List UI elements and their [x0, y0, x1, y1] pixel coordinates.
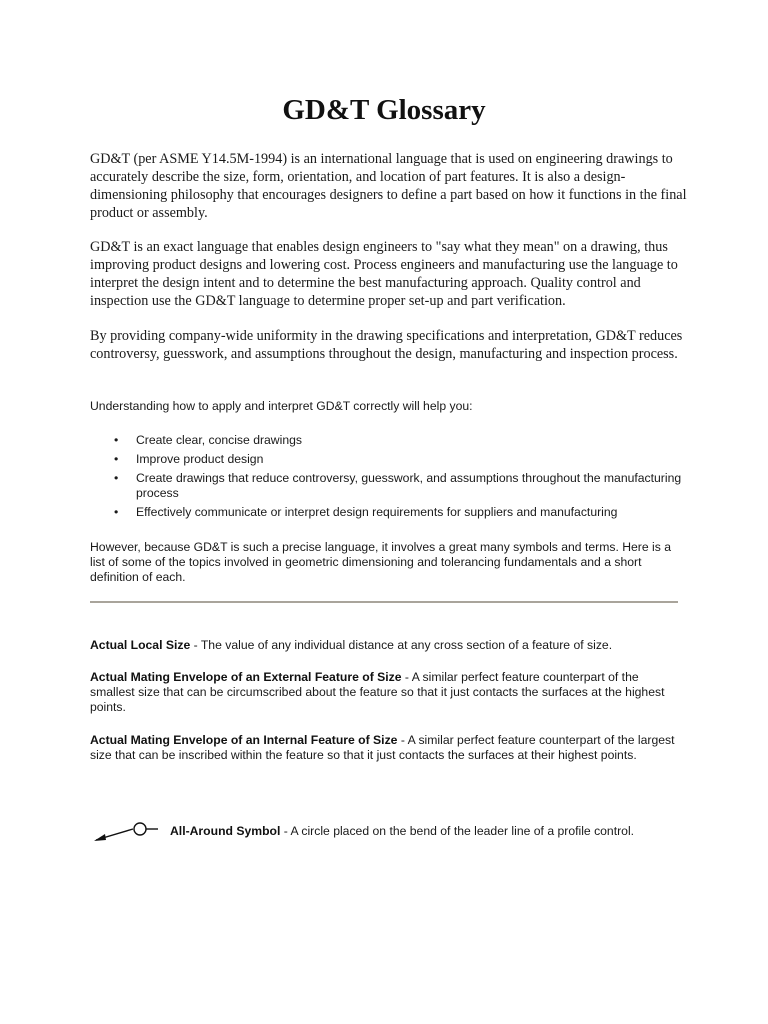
intro-paragraph-2: GD&T is an exact language that enables design engineers to "say what they mean" on a drawing, thus improving product designs and lowering cost. Process engineers and manufacturing use the language to interpret the design intent and to determine the best manufacturing approach. Quality control and inspection use the GD&T language to determine proper set-up and part verification. — [90, 239, 678, 309]
glossary-entry — [90, 638, 680, 653]
glossary-term: Actual Mating Envelope of an Internal Feature of Size — [90, 733, 398, 747]
glossary-definition: - A circle placed on the bend of the leader line of a profile control. — [280, 824, 635, 838]
glossary-term: Actual Mating Envelope of an External Feature of Size — [90, 670, 402, 684]
bullet-icon: • — [114, 471, 119, 485]
glossary-entry — [90, 670, 680, 715]
glossary-definition: - A similar perfect feature counterpart of the largest size that can be inscribed within the feature so that it just contacts the surfaces at their highest points. — [90, 733, 675, 762]
list-item-text: Create clear, concise drawings — [136, 433, 302, 447]
section-divider — [90, 601, 678, 603]
list-item — [112, 505, 682, 520]
bullet-icon: • — [114, 452, 119, 466]
list-item — [112, 471, 682, 501]
bullet-icon: • — [114, 505, 119, 519]
however-paragraph: However, because GD&T is such a precise language, it involves a great many symbols and terms. Here is a list of some of the topics involved in geometric dimensioning and tolerancing fundamentals and a short definition of each. — [90, 540, 671, 584]
intro-paragraph-3: By providing company-wide uniformity in the drawing specifications and interpretation, GD&T reduces controversy, guesswork, and assumptions throughout the design, manufacturing and inspection process. — [90, 328, 683, 362]
understanding-text: Understanding how to apply and interpret GD&T correctly will help you: — [90, 399, 473, 413]
glossary-term: All-Around Symbol — [170, 824, 281, 838]
all-around-symbol-icon — [92, 818, 162, 848]
glossary-term: Actual Local Size — [90, 638, 191, 652]
benefits-list — [112, 433, 682, 524]
list-item — [112, 433, 682, 448]
glossary-entry — [90, 733, 680, 763]
list-item-text: Effectively communicate or interpret design requirements for suppliers and manufacturing — [136, 505, 618, 519]
list-item — [112, 452, 682, 467]
list-item-text: Improve product design — [136, 452, 264, 466]
bullet-icon: • — [114, 433, 119, 447]
intro-paragraph-1: GD&T (per ASME Y14.5M-1994) is an international language that is used on engineering drawings to accurately describe the size, form, orientation, and location of part features. It is also a design-dimensioning philosophy that encourages designers to define a part based on how it functions in the final product or assembly. — [90, 151, 687, 221]
page-title: GD&T Glossary — [282, 94, 486, 126]
glossary-entry — [170, 824, 690, 839]
glossary-definition: - A similar perfect feature counterpart of the smallest size that can be circumscribed about the feature so that it just contacts the surfaces at the highest points. — [90, 670, 665, 714]
list-item-text: Create drawings that reduce controversy, guesswork, and assumptions throughout the manufacturing process — [136, 471, 682, 500]
glossary-definition: - The value of any individual distance at any cross section of a feature of size. — [190, 638, 613, 652]
